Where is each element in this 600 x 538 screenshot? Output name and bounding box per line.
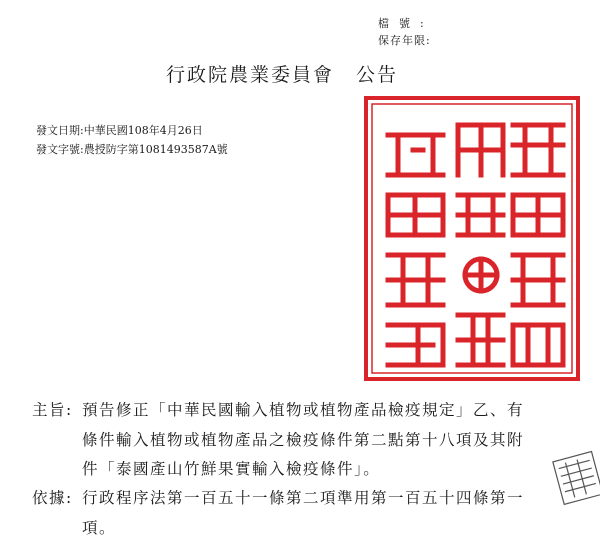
file-number-label: 檔號: <box>378 17 434 30</box>
subject-label: 主旨: <box>32 401 73 419</box>
subject-line-2: 條件輸入植物或植物產品之檢疫條件第二點第十八項及其附 <box>82 431 525 449</box>
official-seal-icon <box>363 95 581 382</box>
receipt-stamp-icon <box>548 449 600 509</box>
basis-line-2: 項。 <box>82 519 117 537</box>
document-title <box>166 60 398 87</box>
basis-label: 依據: <box>32 489 73 507</box>
retention-period-label: 保存年限: <box>378 34 431 47</box>
document-number <box>36 141 228 157</box>
document-type: 公告 <box>356 64 399 86</box>
basis-line-1: 行政程序法第一百五十一條第二項準用第一百五十四條第一 <box>82 489 525 507</box>
issue-date-value: 中華民國108年4月26日 <box>83 124 203 137</box>
subject-line-1: 預告修正「中華民國輸入植物或植物產品檢疫規定」乙、有 <box>82 401 525 419</box>
issue-date <box>36 122 203 138</box>
agency-name: 行政院農業委員會 <box>166 64 335 86</box>
document-number-value: 農授防字第1081493587A號 <box>83 143 228 156</box>
subject-line-3: 件「泰國產山竹鮮果實輸入檢疫條件」。 <box>82 460 381 478</box>
issue-date-label: 發文日期: <box>36 124 84 137</box>
document-number-label: 發文字號: <box>36 143 84 156</box>
